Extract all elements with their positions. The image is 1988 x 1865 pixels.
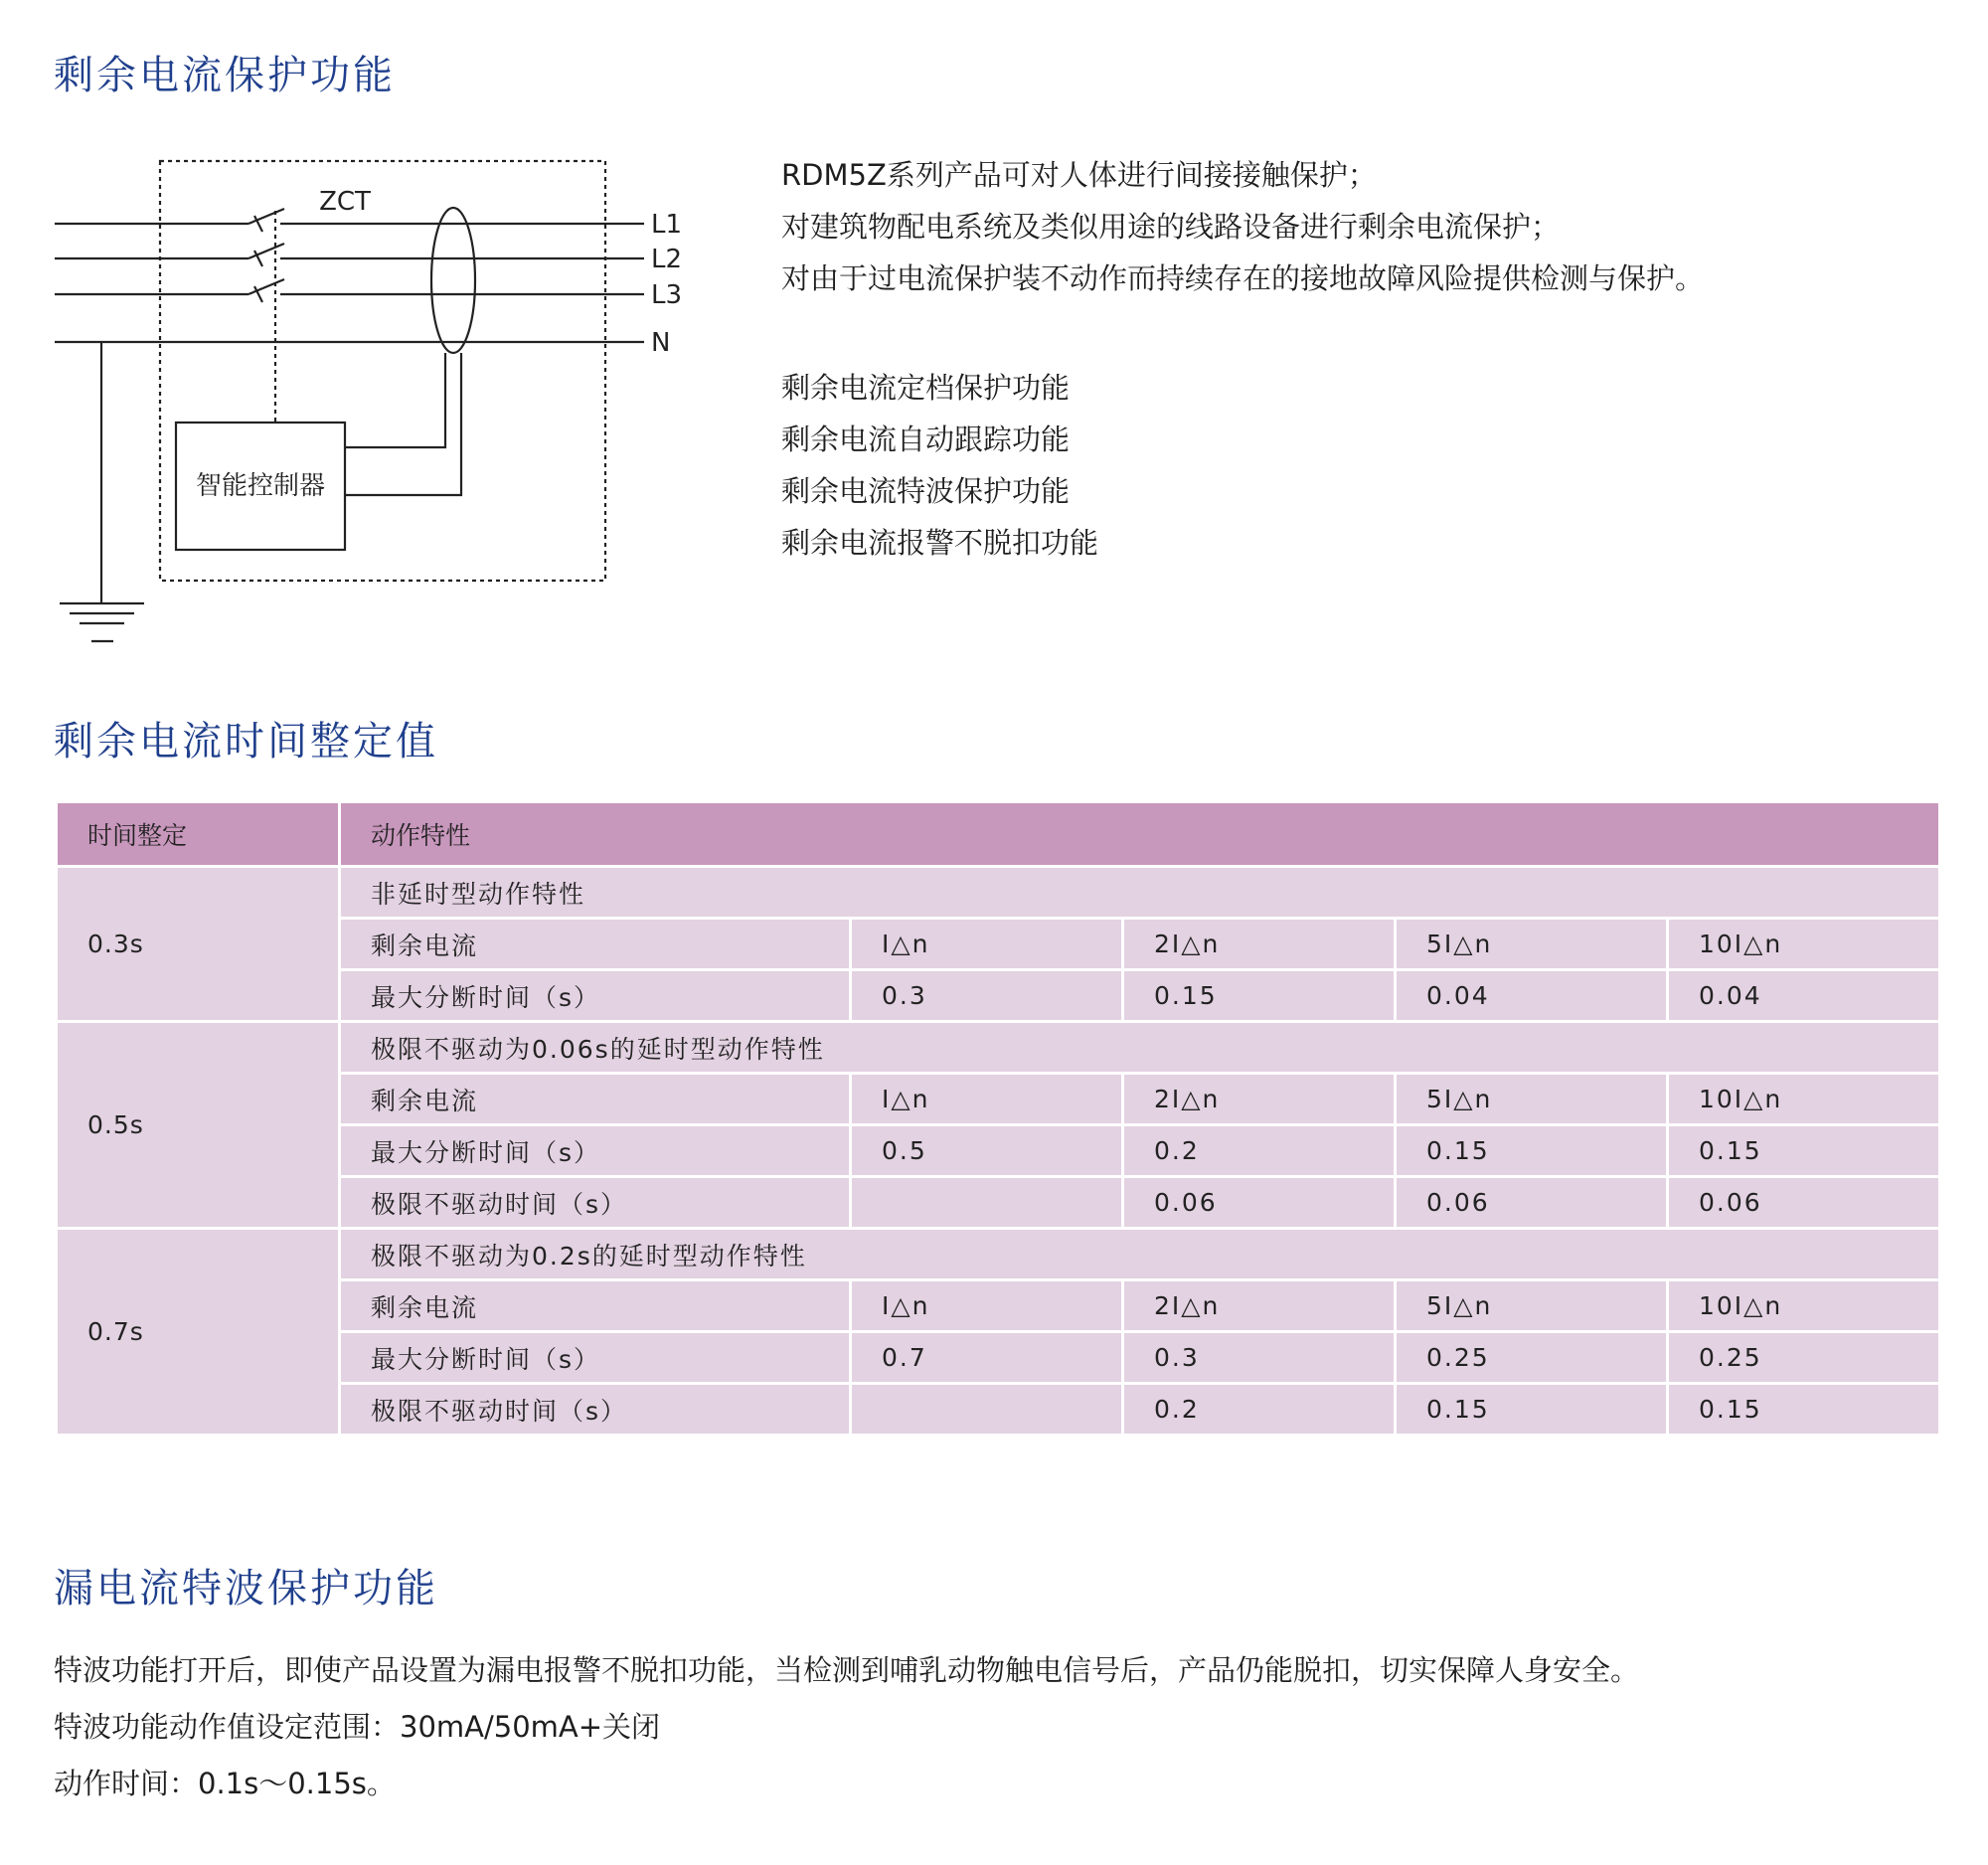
group-title: 极限不驱动为0.2s的延时型动作特性 bbox=[340, 1229, 1940, 1280]
cell-value: 0.15 bbox=[1668, 1125, 1940, 1177]
cell-value: 0.3 bbox=[1123, 1332, 1396, 1384]
cell-value: 2I△n bbox=[1123, 1074, 1396, 1125]
cell-value: 5I△n bbox=[1396, 1280, 1668, 1332]
table-row bbox=[57, 1384, 1940, 1436]
section-title-residual-protection: 剩余电流保护功能 bbox=[54, 53, 396, 98]
feature-item: 剩余电流报警不脱扣功能 bbox=[781, 526, 1099, 560]
cell-value: I△n bbox=[851, 1280, 1123, 1332]
time-value: 0.3s bbox=[57, 867, 340, 1022]
label-l2: L2 bbox=[651, 245, 683, 274]
table-row bbox=[57, 919, 1940, 970]
cell-value: 0.15 bbox=[1123, 970, 1396, 1022]
zct-label: ZCT bbox=[319, 187, 371, 217]
cell-value: 5I△n bbox=[1396, 919, 1668, 970]
time-value: 0.5s bbox=[57, 1022, 340, 1229]
table-row bbox=[57, 1125, 1940, 1177]
row-label: 剩余电流 bbox=[340, 1280, 851, 1332]
cell-value: 0.2 bbox=[1123, 1384, 1396, 1436]
table-row bbox=[57, 1280, 1940, 1332]
ground-icon bbox=[60, 603, 144, 641]
table-row bbox=[57, 1074, 1940, 1125]
feature-item: 剩余电流特波保护功能 bbox=[781, 474, 1071, 508]
cell-value: 0.25 bbox=[1396, 1332, 1668, 1384]
row-label: 最大分断时间（s） bbox=[340, 970, 851, 1022]
special-wave-description bbox=[54, 1642, 1639, 1812]
cell-value: 0.15 bbox=[1396, 1125, 1668, 1177]
label-l1: L1 bbox=[651, 210, 683, 240]
label-l3: L3 bbox=[651, 280, 683, 310]
cell-value: 0.06 bbox=[1123, 1177, 1396, 1229]
cell-value: 0.06 bbox=[1396, 1177, 1668, 1229]
group-title: 非延时型动作特性 bbox=[340, 867, 1940, 919]
cell-value: I△n bbox=[851, 919, 1123, 970]
section-title-time-setting: 剩余电流时间整定值 bbox=[54, 719, 438, 764]
cell-value: 2I△n bbox=[1123, 919, 1396, 970]
cell-value: 10I△n bbox=[1668, 919, 1940, 970]
time-setting-table bbox=[55, 800, 1941, 1437]
cell-value: 5I△n bbox=[1396, 1074, 1668, 1125]
row-label: 剩余电流 bbox=[340, 919, 851, 970]
cell-value: 0.15 bbox=[1396, 1384, 1668, 1436]
cell-value: 0.5 bbox=[851, 1125, 1123, 1177]
table-row bbox=[57, 1332, 1940, 1384]
cell-value: 0.04 bbox=[1396, 970, 1668, 1022]
cell-value bbox=[851, 1384, 1123, 1436]
section-title-special-wave: 漏电流特波保护功能 bbox=[54, 1566, 438, 1611]
cell-value: 2I△n bbox=[1123, 1280, 1396, 1332]
cell-value: 0.25 bbox=[1668, 1332, 1940, 1384]
feature-item: 剩余电流自动跟踪功能 bbox=[781, 423, 1071, 456]
cell-value: 10I△n bbox=[1668, 1074, 1940, 1125]
table-header-row bbox=[57, 802, 1940, 867]
header-action-characteristics: 动作特性 bbox=[340, 802, 1940, 867]
controller-label: 智能控制器 bbox=[195, 471, 326, 501]
cell-value: 0.2 bbox=[1123, 1125, 1396, 1177]
cell-value: 0.7 bbox=[851, 1332, 1123, 1384]
wiring-diagram bbox=[50, 149, 706, 666]
table-row bbox=[57, 1022, 1940, 1074]
description-line: RDM5Z系列产品可对人体进行间接接触保护； bbox=[781, 158, 1377, 192]
row-label: 最大分断时间（s） bbox=[340, 1125, 851, 1177]
description-line: 对由于过电流保护装不动作而持续存在的接地故障风险提供检测与保护。 bbox=[781, 261, 1705, 295]
cell-value bbox=[851, 1177, 1123, 1229]
table-row bbox=[57, 1177, 1940, 1229]
product-description bbox=[781, 149, 1704, 569]
special-wave-line: 动作时间：0.1s～0.15s。 bbox=[54, 1767, 396, 1800]
group-title: 极限不驱动为0.06s的延时型动作特性 bbox=[340, 1022, 1940, 1074]
row-label: 剩余电流 bbox=[340, 1074, 851, 1125]
row-label: 极限不驱动时间（s） bbox=[340, 1177, 851, 1229]
row-label: 极限不驱动时间（s） bbox=[340, 1384, 851, 1436]
special-wave-line: 特波功能动作值设定范围：30mA/50mA+关闭 bbox=[54, 1710, 661, 1744]
table-row bbox=[57, 867, 1940, 919]
header-time-setting: 时间整定 bbox=[57, 802, 340, 867]
table-row bbox=[57, 970, 1940, 1022]
time-value: 0.7s bbox=[57, 1229, 340, 1436]
label-n: N bbox=[651, 328, 671, 358]
row-label: 最大分断时间（s） bbox=[340, 1332, 851, 1384]
cell-value: 0.3 bbox=[851, 970, 1123, 1022]
cell-value: 0.04 bbox=[1668, 970, 1940, 1022]
zct-ring bbox=[431, 208, 475, 353]
description-line: 对建筑物配电系统及类似用途的线路设备进行剩余电流保护； bbox=[781, 210, 1561, 244]
cell-value: 10I△n bbox=[1668, 1280, 1940, 1332]
cell-value: 0.06 bbox=[1668, 1177, 1940, 1229]
table-row bbox=[57, 1229, 1940, 1280]
zct-wire-1 bbox=[345, 353, 445, 447]
cell-value: 0.15 bbox=[1668, 1384, 1940, 1436]
feature-item: 剩余电流定档保护功能 bbox=[781, 371, 1071, 405]
switch-contacts bbox=[248, 209, 284, 302]
cell-value: I△n bbox=[851, 1074, 1123, 1125]
zct-wire-2 bbox=[345, 353, 461, 495]
special-wave-line: 特波功能打开后，即使产品设置为漏电报警不脱扣功能，当检测到哺乳动物触电信号后，产品仍能脱扣，切实保障人身安全。 bbox=[54, 1653, 1640, 1687]
